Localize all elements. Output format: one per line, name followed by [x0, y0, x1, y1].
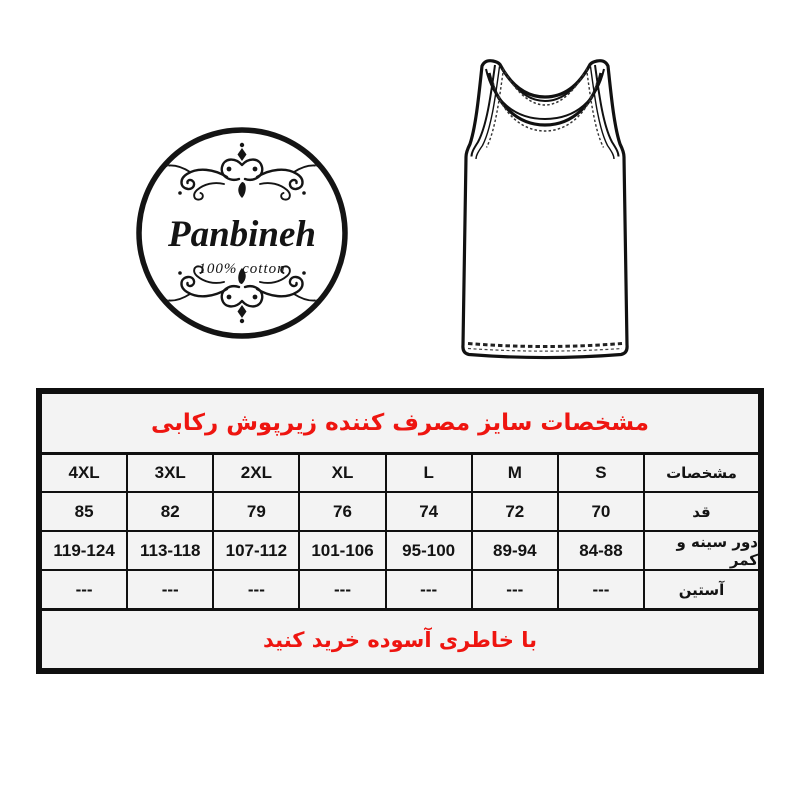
size-header-cell: 2XL	[214, 455, 298, 491]
size-header-cell: S	[559, 455, 643, 491]
tank-top-icon	[440, 40, 650, 370]
value-cell: 84-88	[559, 532, 643, 569]
brand-tagline: 100% cotton	[198, 261, 286, 277]
value-cell: 72	[473, 493, 557, 530]
tank-top-illustration	[440, 40, 650, 370]
size-header-cell: 4XL	[42, 455, 126, 491]
value-cell: ---	[559, 571, 643, 608]
brand-name: Panbineh	[167, 214, 317, 255]
brand-logo	[136, 127, 348, 339]
spec-header-cell: مشخصات	[645, 455, 758, 491]
value-cell: 101-106	[300, 532, 384, 569]
size-header-cell: XL	[300, 455, 384, 491]
value-cell: ---	[387, 571, 471, 608]
value-cell: ---	[214, 571, 298, 608]
table-footer: با خاطری آسوده خرید کنید	[42, 611, 758, 668]
value-cell: 107-112	[214, 532, 298, 569]
value-cell: 85	[42, 493, 126, 530]
size-grid	[42, 455, 758, 608]
value-cell: 119-124	[42, 532, 126, 569]
row-label-cell: قد	[645, 493, 758, 530]
size-header-cell: 3XL	[128, 455, 212, 491]
row-label-cell: آستین	[645, 571, 758, 608]
value-cell: ---	[128, 571, 212, 608]
value-cell: 76	[300, 493, 384, 530]
row-label-cell: دور سینه و کمر	[645, 532, 758, 569]
value-cell: ---	[42, 571, 126, 608]
logo-stamp-icon	[136, 127, 348, 339]
value-cell: 74	[387, 493, 471, 530]
value-cell: 79	[214, 493, 298, 530]
value-cell: 113-118	[128, 532, 212, 569]
value-cell: ---	[473, 571, 557, 608]
size-header-cell: L	[387, 455, 471, 491]
value-cell: 89-94	[473, 532, 557, 569]
size-header-cell: M	[473, 455, 557, 491]
value-cell: ---	[300, 571, 384, 608]
value-cell: 82	[128, 493, 212, 530]
size-table	[36, 388, 764, 674]
table-title: مشخصات سایز مصرف کننده زیرپوش رکابی	[42, 394, 758, 452]
value-cell: 70	[559, 493, 643, 530]
value-cell: 95-100	[387, 532, 471, 569]
